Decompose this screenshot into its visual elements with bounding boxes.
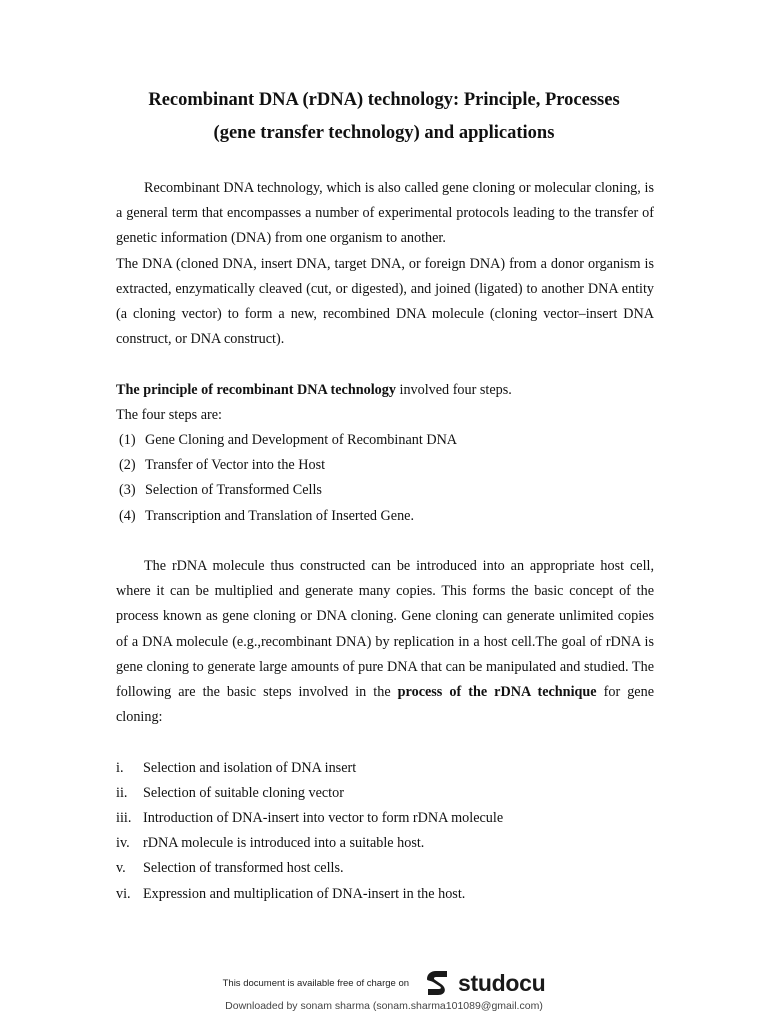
step-number: (1) bbox=[119, 432, 136, 449]
principle-bold-text: The principle of recombinant DNA technology bbox=[116, 381, 396, 398]
step-number: (4) bbox=[119, 507, 136, 524]
process-step-text: Selection and isolation of DNA insert bbox=[143, 759, 357, 776]
studocu-link[interactable] bbox=[423, 968, 545, 998]
process-step-text: rDNA molecule is introduced into a suitable host. bbox=[143, 835, 425, 852]
step-number: (3) bbox=[119, 482, 136, 499]
intro-paragraph: Recombinant DNA technology, which is also called gene cloning or molecular cloning, is a general term that encompasses a number of experimental protocols leading to the transfer of genetic information (DNA) from one organism to another. bbox=[116, 180, 654, 247]
principle-line bbox=[116, 378, 654, 403]
roman-numeral: iv. bbox=[116, 835, 130, 852]
roman-numeral: ii. bbox=[116, 784, 128, 801]
rdna-paragraph-bold: process of the rDNA technique bbox=[397, 684, 597, 701]
availability-text: This document is available free of charge on bbox=[222, 977, 410, 989]
roman-numeral: iii. bbox=[116, 810, 132, 827]
list-item bbox=[116, 428, 654, 453]
brand-name: studocu bbox=[458, 969, 546, 996]
footer-brand-row bbox=[0, 968, 768, 998]
step-text: Transfer of Vector into the Host bbox=[145, 457, 326, 474]
principle-rest-text: involved four steps. bbox=[395, 381, 512, 398]
title-line-2: (gene transfer technology) and applications bbox=[213, 123, 555, 143]
dna-paragraph: The DNA (cloned DNA, insert DNA, target DNA, or foreign DNA) from a donor organism is extracted, enzymatically cleaved (cut, or digested), and joined (ligated) to another DNA entity (a cloning vector) to form a new, recombined DNA molecule (cloning vector–insert DNA construct, or DNA construct). bbox=[116, 255, 654, 348]
list-item bbox=[116, 882, 654, 907]
list-item bbox=[116, 453, 654, 478]
roman-numeral: i. bbox=[116, 759, 124, 776]
process-step-text: Introduction of DNA-insert into vector to form rDNA molecule bbox=[143, 810, 504, 827]
roman-numeral: v. bbox=[116, 860, 126, 877]
title-line-1: Recombinant DNA (rDNA) technology: Principle, Processes bbox=[148, 90, 620, 110]
list-item bbox=[116, 831, 654, 856]
step-text: Selection of Transformed Cells bbox=[145, 482, 322, 499]
roman-numeral: vi. bbox=[116, 885, 131, 902]
document-body bbox=[116, 176, 654, 907]
rdna-paragraph-start: The rDNA molecule thus constructed can be introduced into an appropriate host cell, where it can be multiplied and generate many copies. This forms the basic concept of the process known as gene cloning or DNA cloning. Gene cloning can generate unlimited copies of a DNA molecule (e.g.,recombinant DNA) by replication in a host cell.The goal of rDNA is gene cloning to generate large amounts of pure DNA that can be manipulated and studied. The following are the basic steps involved in the bbox=[116, 558, 654, 701]
list-item bbox=[116, 478, 654, 503]
page-footer bbox=[0, 968, 768, 1012]
step-text: Gene Cloning and Development of Recombinant DNA bbox=[145, 432, 458, 449]
process-step-text: Selection of transformed host cells. bbox=[143, 860, 344, 877]
principle-steps-list bbox=[116, 428, 654, 529]
rdna-paragraph-end: for gene cloning: bbox=[116, 684, 654, 726]
downloaded-by-text: Downloaded by sonam sharma (sonam.sharma101089@gmail.com) bbox=[225, 1000, 543, 1012]
document-title bbox=[60, 84, 708, 150]
list-item bbox=[116, 756, 654, 781]
process-step-text: Expression and multiplication of DNA-insert in the host. bbox=[143, 885, 466, 902]
step-number: (2) bbox=[119, 457, 136, 474]
list-item bbox=[116, 781, 654, 806]
list-item bbox=[116, 856, 654, 881]
rdna-paragraph bbox=[116, 554, 654, 730]
process-steps-list bbox=[116, 756, 654, 907]
list-item bbox=[116, 806, 654, 831]
four-steps-intro: The four steps are: bbox=[116, 406, 222, 423]
studocu-logo-icon bbox=[423, 968, 453, 998]
list-item bbox=[116, 504, 654, 529]
step-text: Transcription and Translation of Inserted Gene. bbox=[145, 507, 415, 524]
process-step-text: Selection of suitable cloning vector bbox=[143, 784, 344, 801]
